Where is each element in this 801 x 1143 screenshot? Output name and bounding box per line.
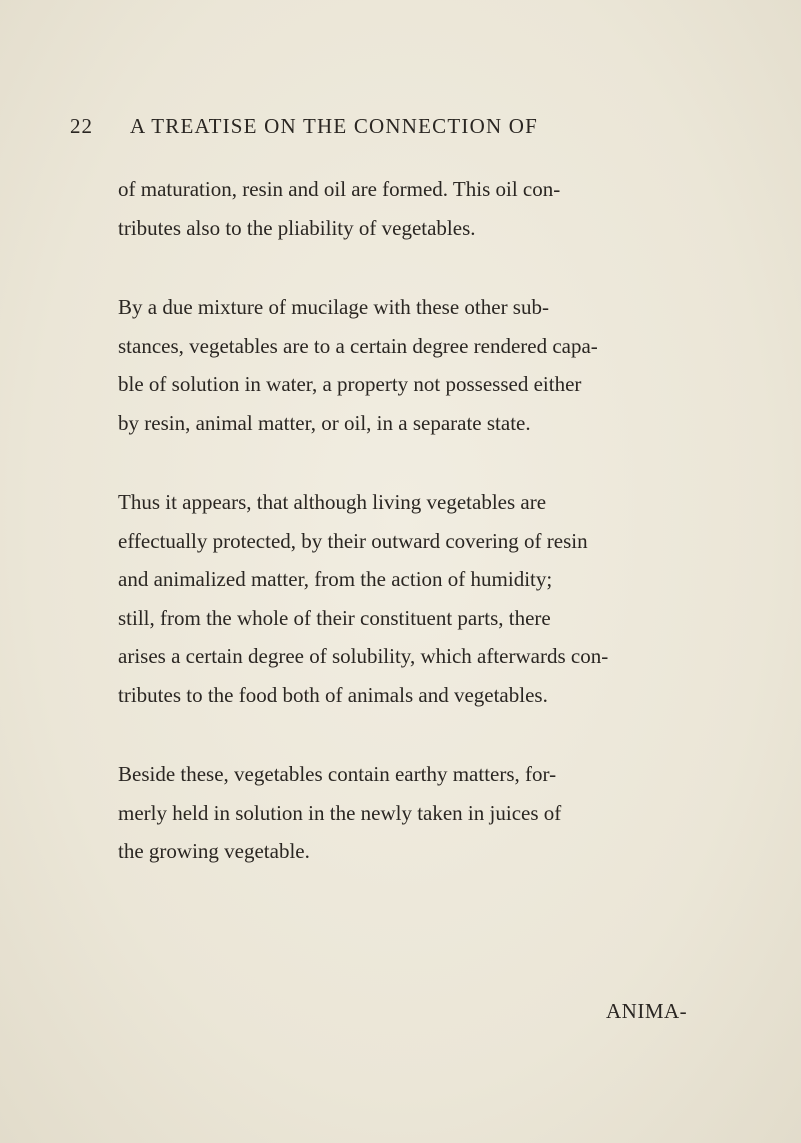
text-line: of maturation, resin and oil are formed. This oil con- [118,177,561,201]
text-line: the growing vegetable. [118,839,310,863]
paragraph-4 [118,755,713,871]
text-line: still, from the whole of their constituent parts, there [118,605,551,630]
text-line: effectually protected, by their outward covering of resin [118,528,588,553]
text-line: Thus it appears, that although living vegetables are [118,490,547,514]
paragraph-3 [118,483,713,714]
text-line: by resin, animal matter, or oil, in a separate state. [118,410,531,435]
paragraph-2 [118,288,713,442]
text-line: By a due mixture of mucilage with these other sub- [118,295,549,319]
catchword: ANIMA- [606,999,688,1023]
text-line: Beside these, vegetables contain earthy matters, for- [118,762,557,786]
text-line: merly held in solution in the newly taken in juices of [118,800,562,825]
text-line: arises a certain degree of solubility, which afterwards con- [118,644,609,668]
text-line: tributes to the food both of animals and vegetables. [118,682,548,707]
text-line: ble of solution in water, a property not possessed either [118,372,582,396]
running-title: A TREATISE ON THE CONNECTION OF [130,114,539,138]
text-line: tributes also to the pliability of vegetables. [118,215,476,240]
text-line: and animalized matter, from the action of humidity; [118,567,553,591]
page-number: 22 [70,114,93,138]
page-header [70,114,730,144]
paragraph-1 [118,170,713,247]
body-text [118,170,713,912]
text-line: stances, vegetables are to a certain degree rendered capa- [118,333,598,358]
